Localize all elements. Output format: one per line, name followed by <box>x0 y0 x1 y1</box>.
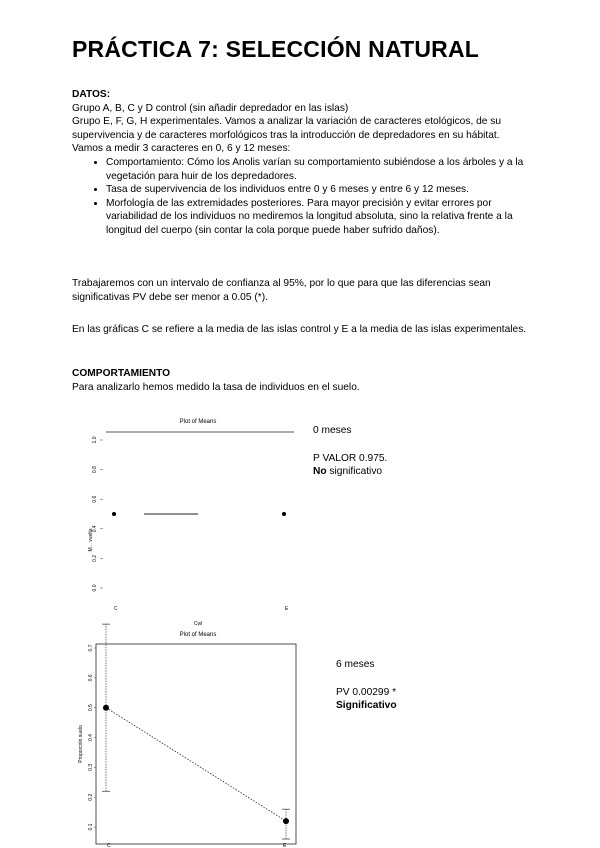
period-label: 0 meses <box>313 425 352 436</box>
comportamiento-heading: COMPORTAMIENTO <box>72 368 171 379</box>
y-tick-label: 0.6 <box>88 674 94 682</box>
x-axis-label: Cwl <box>193 621 203 627</box>
comportamiento-text: Para analizarlo hemos medido la tasa de individuos en el suelo. <box>72 381 360 393</box>
y-tick-label: 0.1 <box>88 823 94 831</box>
chart-title: Plot of Means <box>179 632 217 638</box>
datos-line-1: Grupo A, B, C y D control (sin añadir depredador en las islas) <box>72 102 349 114</box>
y-tick-label: 0.4 <box>88 734 94 742</box>
list-item: • Tasa de supervivencia de los individuos entre 0 y 6 meses y entre 6 y 12 meses. <box>106 183 532 197</box>
plot-frame <box>96 644 296 844</box>
y-axis <box>92 436 103 591</box>
result-0-meses <box>313 424 387 479</box>
chart-marks <box>112 512 286 516</box>
data-point <box>282 512 286 516</box>
datos-line-2: Grupo E, F, G, H experimentales. Vamos a analizar la variación de caracteres etológicos, de su supervivencia y de caracteres morfológicos tras la introducción de depredadores en su hábitat. <box>72 116 502 141</box>
datos-heading: DATOS: <box>72 89 111 100</box>
chart-title: Plot of Means <box>179 419 217 425</box>
significance-rest: significativo <box>326 466 383 478</box>
significance-bold: Significativo <box>336 700 397 712</box>
y-tick-label: 0.4 <box>92 525 98 533</box>
y-tick-label: 0.0 <box>92 584 98 592</box>
pvalue-text: P VALOR 0.975. <box>313 452 388 464</box>
period-label: 6 meses <box>336 659 375 670</box>
caracteres-list <box>72 156 532 238</box>
data-point <box>112 512 116 516</box>
y-tick-label: 0.2 <box>88 793 94 801</box>
intervalo-paragraph: Trabajaremos con un intervalo de confianza al 95%, por lo que para que las diferencias sean significativas PV debe ser menor a 0.05 (*). <box>72 278 491 303</box>
data-point <box>103 705 109 711</box>
y-tick-label: 0.5 <box>88 704 94 712</box>
chart-0-meses <box>84 410 306 634</box>
series-line <box>106 708 286 821</box>
x-tick-label: E <box>283 843 287 848</box>
y-axis-label: Proporción suelo <box>78 725 84 763</box>
page-title: PRÁCTICA 7: SELECCIÓN NATURAL <box>72 36 480 62</box>
significance-text <box>313 465 387 479</box>
pvalue-text: PV 0.00299 * <box>336 686 397 698</box>
list-item: • Comportamiento: Cómo los Anolis varían su comportamiento subiéndose a los árboles y a la vegetación para huir de los depredadores. <box>106 156 532 183</box>
data-point <box>283 818 289 824</box>
y-tick-label: 0.3 <box>88 763 94 771</box>
comportamiento-section <box>72 367 532 394</box>
y-tick-label: 0.8 <box>92 466 98 474</box>
y-axis-label: M... vuelta <box>88 528 94 552</box>
datos-line-3: Vamos a medir 3 caracteres en 0, 6 y 12 meses: <box>72 143 291 155</box>
significance-bold: No <box>313 466 327 478</box>
x-tick-label: C <box>114 606 118 612</box>
y-axis <box>88 644 96 830</box>
y-tick-label: 0.2 <box>92 554 98 562</box>
x-tick-label: E <box>285 606 289 612</box>
chart-6-meses <box>78 630 306 848</box>
y-tick-label: 1.0 <box>92 436 98 444</box>
chart-marks <box>102 624 290 839</box>
result-6-meses <box>336 658 397 713</box>
y-tick-label: 0.7 <box>88 644 94 652</box>
graficas-note: En las gráficas C se refiere a la media de las islas control y E a la media de las islas experimentales. <box>72 324 527 335</box>
x-tick-label: C <box>107 843 111 848</box>
datos-section <box>72 88 532 238</box>
list-item: • Morfología de las extremidades posteriores. Para mayor precisión y evitar errores por variabilidad de los individuos no mediremos la longitud absoluta, sino la relativa frente a la longitud del cuerpo (sin contar la cola porque puede haber sufrido daños). <box>106 197 532 238</box>
significance-text <box>336 699 397 713</box>
y-tick-label: 0.6 <box>92 495 98 503</box>
